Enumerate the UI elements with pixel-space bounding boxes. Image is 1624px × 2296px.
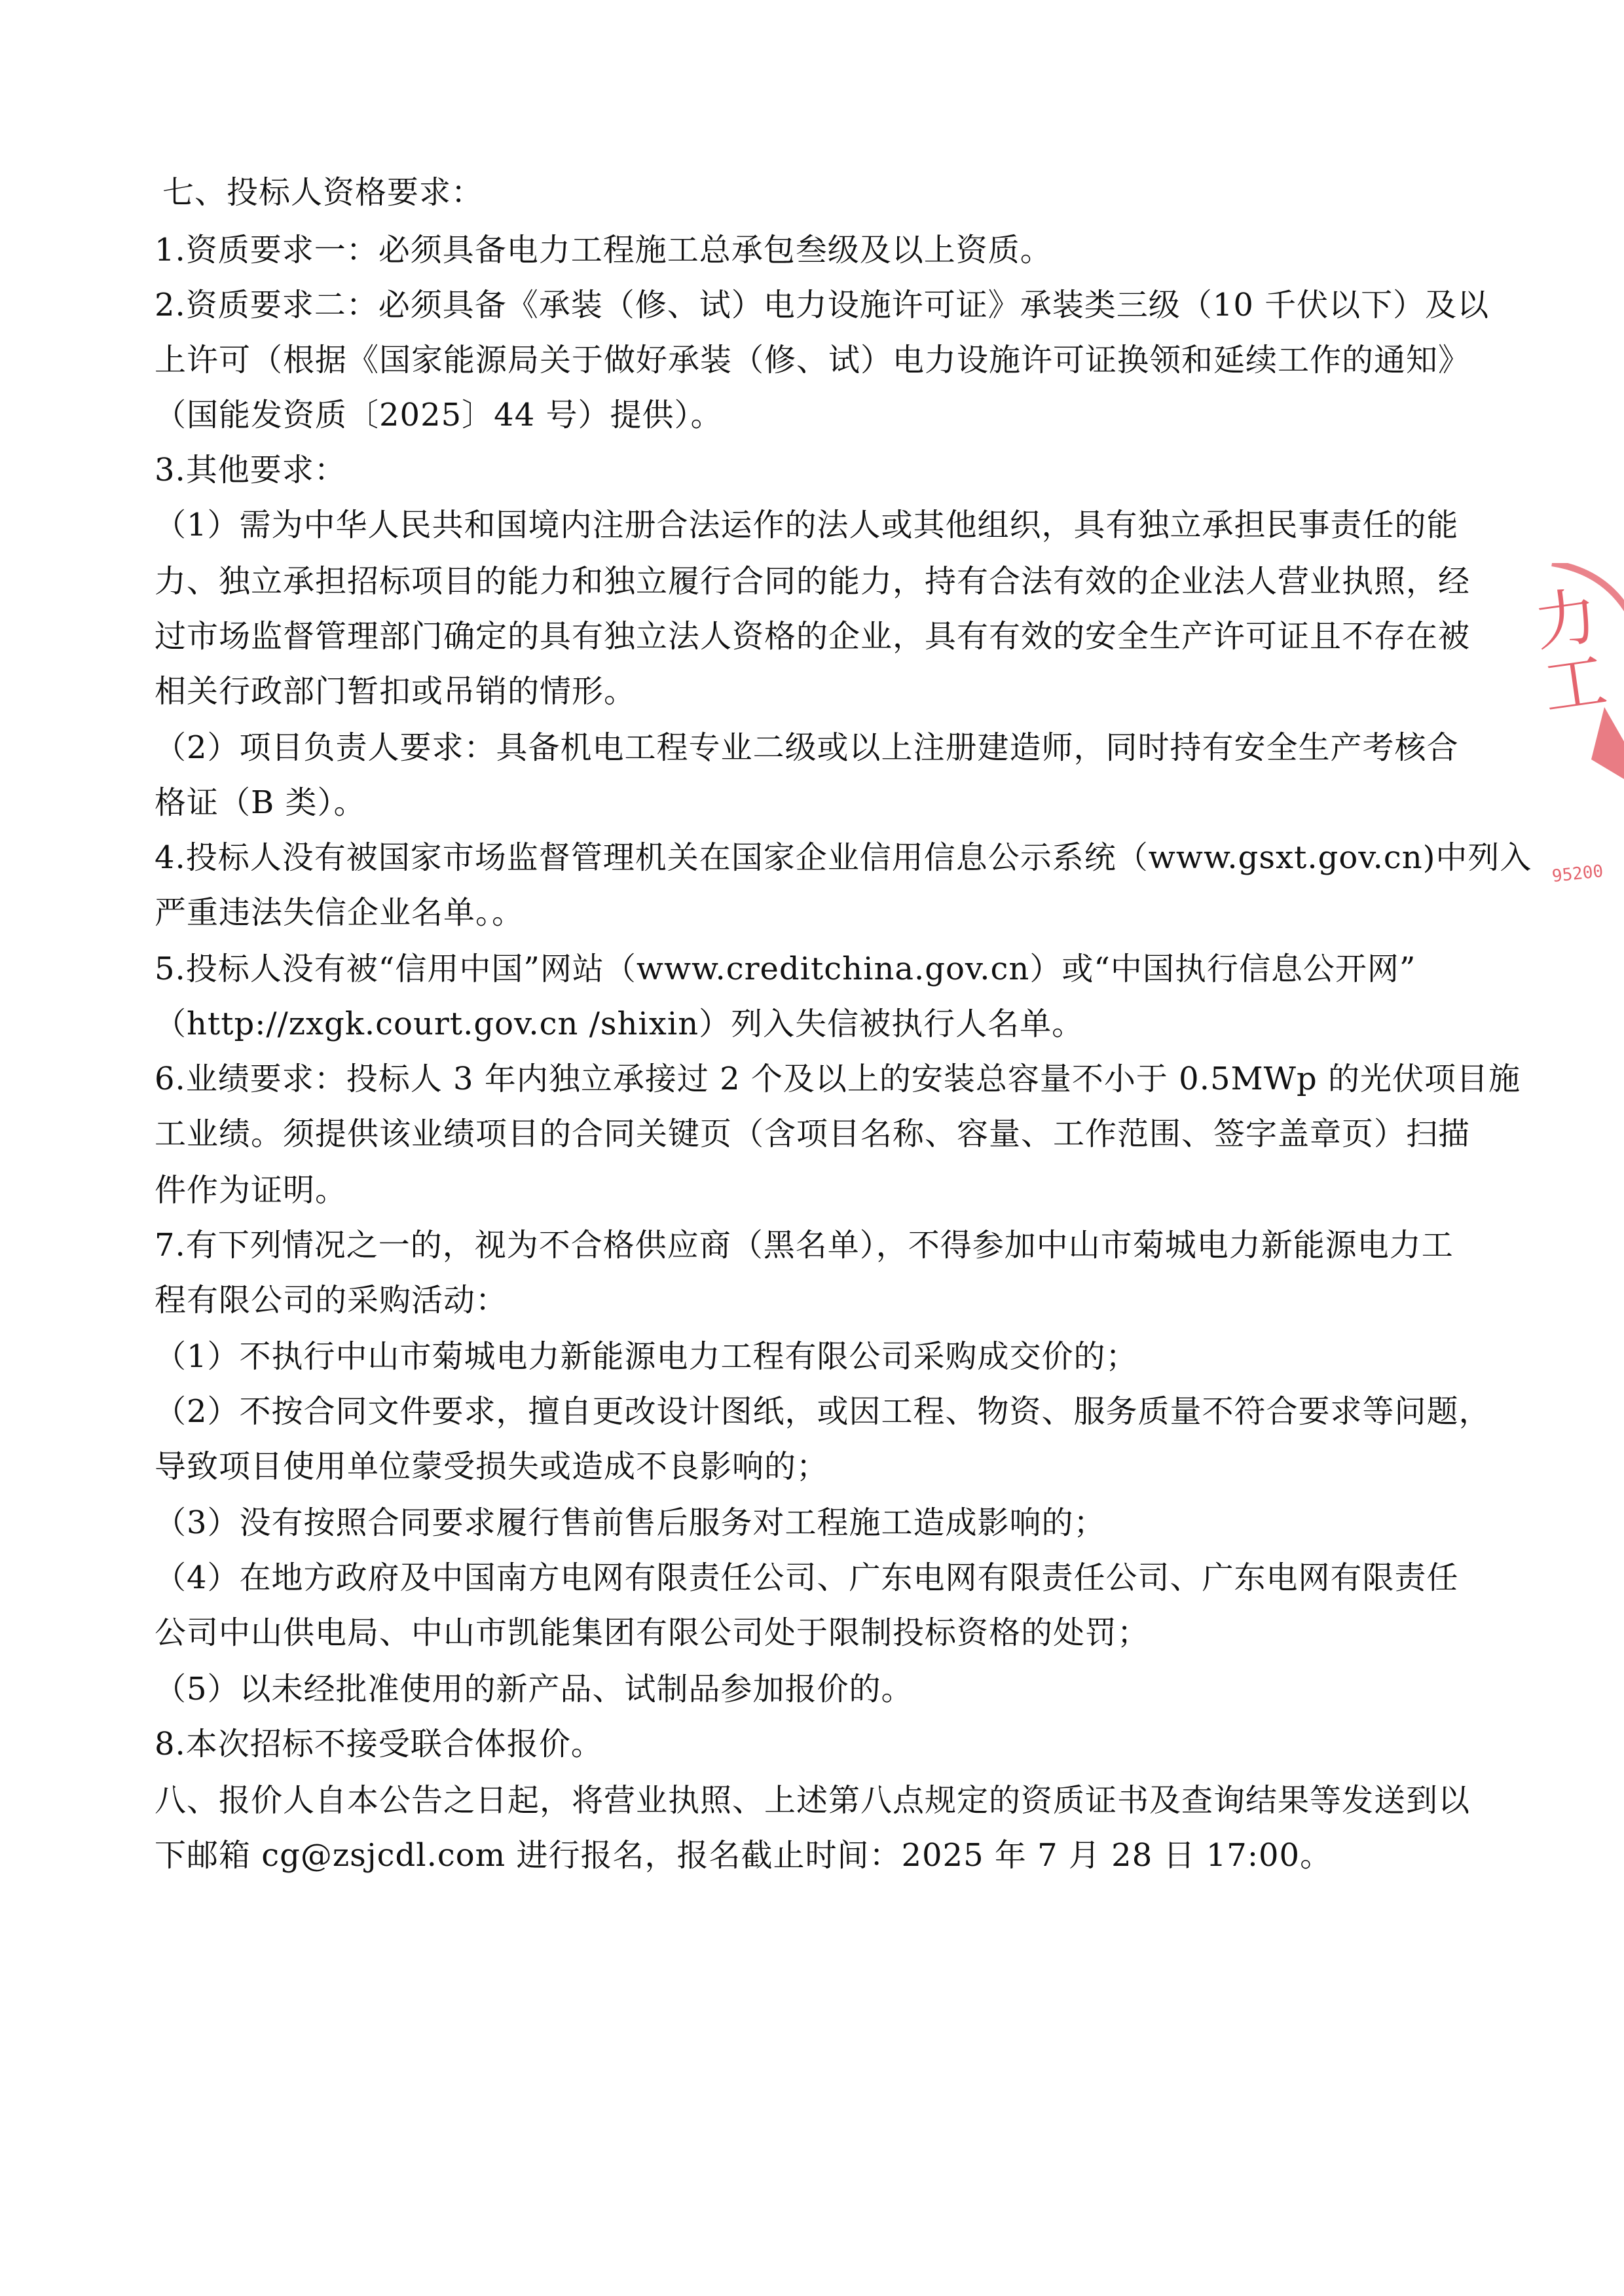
requirement-2-line-3: （国能发资质〔2025〕44 号）提供）。	[155, 397, 723, 433]
requirement-7-2-line-1: （2）不按合同文件要求，擅自更改设计图纸，或因工程、物资、服务质量不符合要求等问题，	[155, 1393, 1491, 1430]
requirement-2-line-1: 2.资质要求二：必须具备《承装（修、试）电力设施许可证》承装类三级（10 千伏以下）及以	[155, 287, 1490, 323]
requirement-7-1: （1）不执行中山市菊城电力新能源电力工程有限公司采购成交价的；	[155, 1338, 1138, 1375]
requirement-5-line-1: 5.投标人没有被“信用中国”网站（www.creditchina.gov.cn）或“中国执行信息公开网”	[155, 951, 1416, 987]
requirement-4-line-1: 4.投标人没有被国家市场监督管理机关在国家企业信用信息公示系统（www.gsxt.gov.cn)中列入	[155, 839, 1532, 876]
seal-number: 95200	[1551, 861, 1604, 887]
requirement-3-1-line-3: 过市场监督管理部门确定的具有独立法人资格的企业，具有有效的安全生产许可证且不存在被	[155, 618, 1471, 655]
section-8-line-1: 八、报价人自本公告之日起，将营业执照、上述第八点规定的资质证书及查询结果等发送到以	[155, 1782, 1471, 1819]
requirement-5-line-2: （http://zxgk.court.gov.cn /shixin）列入失信被执行人名单。	[155, 1006, 1084, 1042]
requirement-3-1-line-2: 力、独立承担招标项目的能力和独立履行合同的能力，持有合法有效的企业法人营业执照，经	[155, 563, 1471, 600]
requirement-2-line-2: 上许可（根据《国家能源局关于做好承装（修、试）电力设施许可证换领和延续工作的通知》	[155, 342, 1471, 378]
requirement-3-2-line-1: （2）项目负责人要求：具备机电工程专业二级或以上注册建造师，同时持有安全生产考核合	[155, 729, 1459, 766]
requirement-6-line-1: 6.业绩要求：投标人 3 年内独立承接过 2 个及以上的安装总容量不小于 0.5MWp 的光伏项目施	[155, 1061, 1521, 1097]
requirement-4-line-2: 严重违法失信企业名单。。	[155, 894, 525, 931]
requirement-6-line-2: 工业绩。须提供该业绩项目的合同关键页（含项目名称、容量、工作范围、签字盖章页）扫描	[155, 1116, 1471, 1152]
requirement-7-line-2: 程有限公司的采购活动：	[155, 1282, 508, 1319]
requirement-7-4-line-2: 公司中山供电局、中山市凯能集团有限公司处于限制投标资格的处罚；	[155, 1614, 1150, 1651]
requirement-7-line-1: 7.有下列情况之一的，视为不合格供应商（黑名单），不得参加中山市菊城电力新能源电力工	[155, 1227, 1454, 1264]
requirement-3-heading: 3.其他要求：	[155, 452, 346, 488]
section-8-line-2: 下邮箱 cg@zsjcdl.com 进行报名，报名截止时间：2025 年 7 月 28 日 17:00。	[155, 1837, 1333, 1874]
requirement-3-1-line-4: 相关行政部门暂扣或吊销的情形。	[155, 673, 637, 710]
requirement-8: 8.本次招标不接受联合体报价。	[155, 1726, 603, 1762]
company-seal-stamp	[1526, 563, 1624, 917]
requirement-3-2-line-2: 格证（B 类）。	[155, 784, 366, 821]
seal-text: 力工	[1530, 579, 1612, 725]
requirement-7-3: （3）没有按照合同要求履行售前售后服务对工程施工造成影响的；	[155, 1504, 1106, 1541]
requirement-6-line-3: 件作为证明。	[155, 1172, 348, 1209]
requirement-3-1-line-1: （1）需为中华人民共和国境内注册合法运作的法人或其他组织，具有独立承担民事责任的能	[155, 507, 1459, 543]
requirement-7-4-line-1: （4）在地方政府及中国南方电网有限责任公司、广东电网有限责任公司、广东电网有限责任	[155, 1559, 1459, 1596]
section-7-heading: 七、投标人资格要求：	[162, 174, 484, 211]
requirement-7-2-line-2: 导致项目使用单位蒙受损失或造成不良影响的；	[155, 1448, 829, 1485]
requirement-7-5: （5）以未经批准使用的新产品、试制品参加报价的。	[155, 1671, 913, 1707]
requirement-1: 1.资质要求一：必须具备电力工程施工总承包叁级及以上资质。	[155, 232, 1052, 268]
